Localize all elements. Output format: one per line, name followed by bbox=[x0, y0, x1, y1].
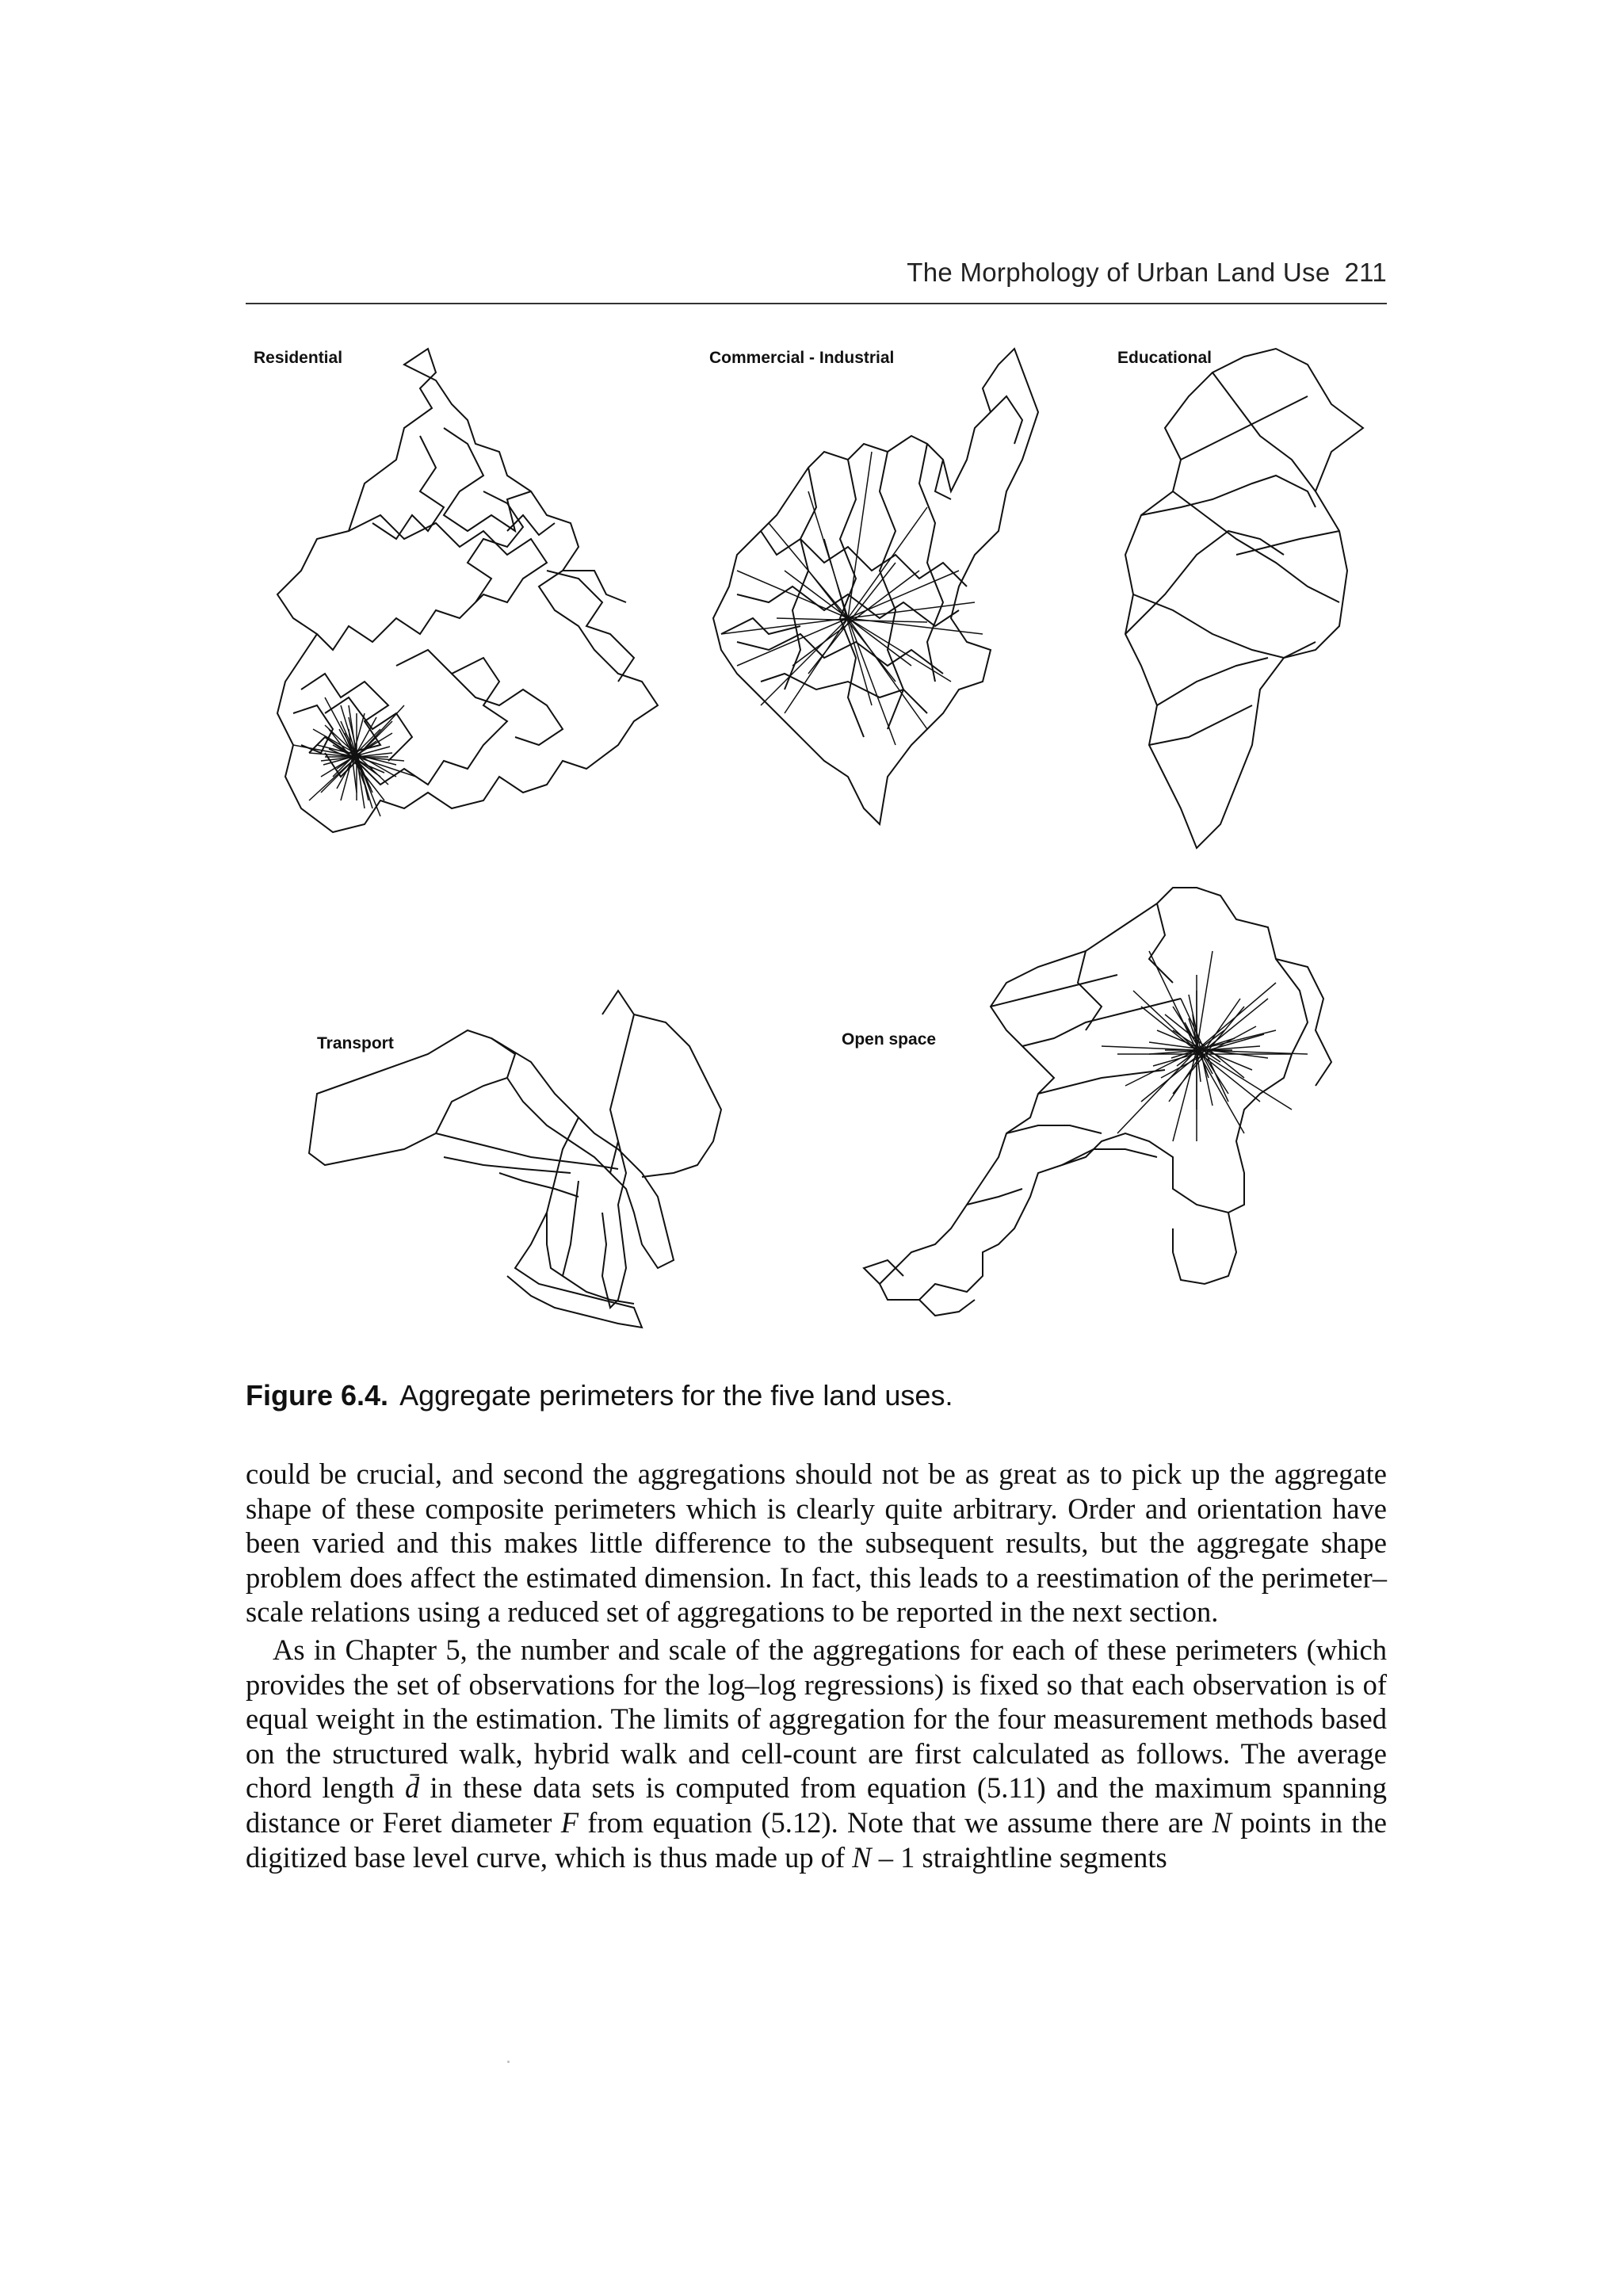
var-N: N bbox=[1212, 1805, 1232, 1839]
page-number: 211 bbox=[1344, 258, 1387, 287]
var-N-2: N bbox=[852, 1840, 872, 1874]
panel-label-educational: Educational bbox=[1117, 349, 1212, 367]
paragraph-1: could be crucial, and second the aggregations should not be as great as to pick up the aggregate shape of these composite perimeters which is clearly quite arbitrary. Order and orientation have been varied and this makes little difference to the subsequent results, but the aggregate shape problem does affect the estimated dimension. In fact, this leads to a reestimation of the perimeter–scale relations using a reduced set of aggregations to be reported in the next section. bbox=[246, 1457, 1387, 1629]
running-head bbox=[246, 258, 1387, 288]
figure-caption-text: Aggregate perimeters for the five land uses. bbox=[399, 1379, 953, 1412]
commercial-perimeter-plot bbox=[689, 333, 1102, 864]
transport-perimeter-plot bbox=[246, 896, 800, 1339]
panel-label-commercial: Commercial - Industrial bbox=[709, 349, 895, 367]
panel-label-transport: Transport bbox=[317, 1034, 394, 1052]
figure-caption bbox=[246, 1379, 1387, 1412]
educational-perimeter-plot bbox=[1102, 333, 1395, 864]
panel-residential bbox=[246, 333, 689, 864]
residential-perimeter-plot bbox=[246, 333, 689, 864]
panel-commercial-industrial bbox=[689, 333, 1102, 864]
scan-speck bbox=[507, 2061, 510, 2063]
panel-label-open-space: Open space bbox=[842, 1030, 937, 1049]
panel-educational bbox=[1102, 333, 1395, 864]
header-rule bbox=[246, 303, 1387, 304]
panel-label-residential: Residential bbox=[254, 349, 343, 367]
body-text bbox=[246, 1457, 1387, 1874]
running-head-title: The Morphology of Urban Land Use bbox=[907, 258, 1331, 287]
paragraph-2: As in Chapter 5, the number and scale of the aggregations for each of these perimeters (which provides the set of observations for the log–log regressions) is fixed so that each observation is of equal weight in the estimation. The limits of aggregation for the four measurement methods based on the structured walk, hybrid walk and cell-count are first calculated as follows. The average chord length d̄ in these data sets is computed from equation (5.11) and the maximum spanning distance or Feret diameter F from equation (5.12). Note that we assume there are N points in the digitized base level curve, which is thus made up of N – 1 straightline segments bbox=[246, 1633, 1388, 1874]
panel-transport bbox=[246, 896, 800, 1339]
open-space-perimeter-plot bbox=[800, 872, 1403, 1347]
panel-open-space bbox=[800, 872, 1403, 1347]
var-F: F bbox=[560, 1805, 579, 1839]
var-d-bar: d̄ bbox=[404, 1771, 420, 1805]
figure-number: Figure 6.4. bbox=[246, 1379, 389, 1412]
